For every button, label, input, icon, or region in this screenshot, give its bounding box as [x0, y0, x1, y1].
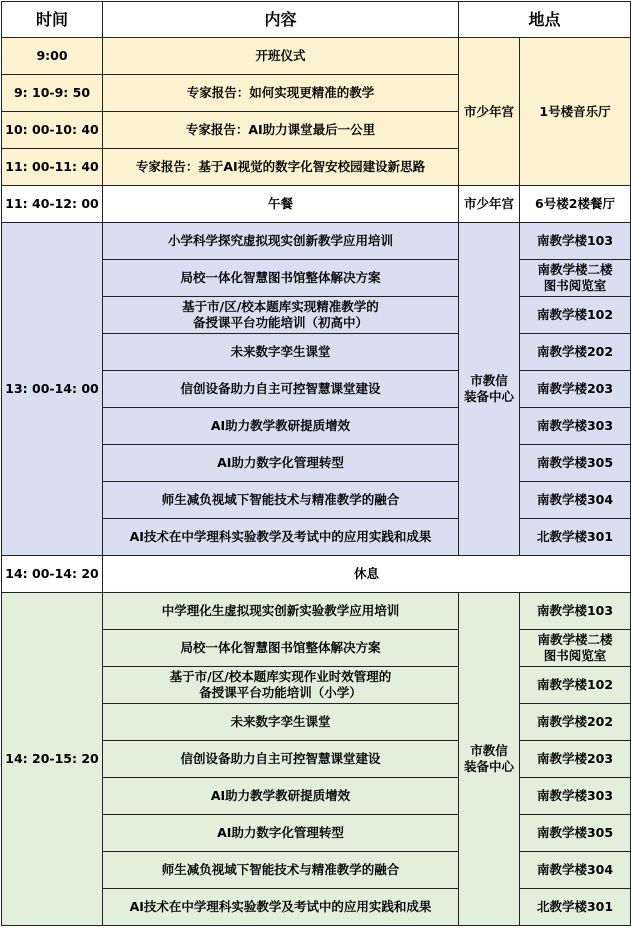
venue-line: 装备中心 — [463, 389, 514, 404]
room-cell: 1号楼音乐厅 — [520, 38, 631, 186]
header-content: 内容 — [103, 2, 459, 38]
header-location: 地点 — [459, 2, 631, 38]
room-cell: 南教学楼304 — [520, 482, 631, 519]
time-cell: 11: 00-11: 40 — [2, 149, 103, 186]
content-cell: AI技术在中学理科实验教学及考试中的应用实践和成果 — [103, 519, 459, 556]
content-cell: 休息 — [103, 556, 631, 593]
room-line: 图书阅览室 — [543, 648, 607, 663]
time-cell: 9:00 — [2, 38, 103, 75]
room-cell: 南教学楼203 — [520, 741, 631, 778]
room-cell: 南教学楼304 — [520, 852, 631, 889]
content-cell: 局校一体化智慧图书馆整体解决方案 — [103, 630, 459, 667]
table-row — [2, 223, 631, 260]
header-time: 时间 — [2, 2, 103, 38]
content-cell: AI助力教学教研提质增效 — [103, 408, 459, 445]
content-cell: 小学科学探究虚拟现实创新教学应用培训 — [103, 223, 459, 260]
header-row — [2, 2, 631, 38]
room-cell: 南教学楼103 — [520, 593, 631, 630]
room-line: 图书阅览室 — [543, 278, 607, 293]
content-cell: 信创设备助力自主可控智慧课堂建设 — [103, 371, 459, 408]
room-cell: 6号楼2楼餐厅 — [520, 186, 631, 223]
content-cell: 专家报告：AI助力课堂最后一公里 — [103, 112, 459, 149]
schedule-table — [1, 1, 631, 926]
content-cell: AI技术在中学理科实验教学及考试中的应用实践和成果 — [103, 889, 459, 926]
room-cell — [520, 260, 631, 297]
content-cell: 专家报告：如何实现更精准的教学 — [103, 75, 459, 112]
time-cell: 9: 10-9: 50 — [2, 75, 103, 112]
content-cell: 未来数字孪生课堂 — [103, 334, 459, 371]
content-cell: 信创设备助力自主可控智慧课堂建设 — [103, 741, 459, 778]
room-cell: 南教学楼303 — [520, 778, 631, 815]
time-cell: 14: 00-14: 20 — [2, 556, 103, 593]
room-cell: 南教学楼102 — [520, 297, 631, 334]
time-cell: 10: 00-10: 40 — [2, 112, 103, 149]
room-cell: 南教学楼203 — [520, 371, 631, 408]
room-cell — [520, 630, 631, 667]
time-cell: 13: 00-14: 00 — [2, 223, 103, 556]
content-line: 基于市/区/校本题库实现精准教学的 — [182, 299, 379, 314]
content-cell — [103, 297, 459, 334]
content-cell — [103, 667, 459, 704]
content-cell: 午餐 — [103, 186, 459, 223]
room-cell: 南教学楼102 — [520, 667, 631, 704]
content-cell: 中学理化生虚拟现实创新实验教学应用培训 — [103, 593, 459, 630]
room-cell: 南教学楼103 — [520, 223, 631, 260]
time-cell: 14: 20-15: 20 — [2, 593, 103, 926]
content-line: 基于市/区/校本题库实现作业时效管理的 — [169, 669, 392, 684]
table-row — [2, 593, 631, 630]
room-line: 南教学楼二楼 — [537, 632, 613, 647]
room-cell: 南教学楼202 — [520, 704, 631, 741]
room-cell: 北教学楼301 — [520, 519, 631, 556]
room-cell: 南教学楼202 — [520, 334, 631, 371]
content-cell: AI助力教学教研提质增效 — [103, 778, 459, 815]
room-cell: 北教学楼301 — [520, 889, 631, 926]
content-cell: 局校一体化智慧图书馆整体解决方案 — [103, 260, 459, 297]
content-cell: 专家报告：基于AI视觉的数字化智安校园建设新思路 — [103, 149, 459, 186]
venue-line: 市教信 — [470, 373, 508, 388]
content-cell: AI助力数字化管理转型 — [103, 445, 459, 482]
content-cell: 开班仪式 — [103, 38, 459, 75]
table-row — [2, 38, 631, 75]
room-cell: 南教学楼305 — [520, 445, 631, 482]
venue-cell — [459, 593, 520, 926]
content-cell: 师生减负视域下智能技术与精准教学的融合 — [103, 852, 459, 889]
lunch-row — [2, 186, 631, 223]
content-cell: 未来数字孪生课堂 — [103, 704, 459, 741]
room-cell: 南教学楼303 — [520, 408, 631, 445]
time-cell: 11: 40-12: 00 — [2, 186, 103, 223]
venue-cell: 市少年宫 — [459, 38, 520, 186]
venue-cell: 市少年宫 — [459, 186, 520, 223]
content-cell: 师生减负视域下智能技术与精准教学的融合 — [103, 482, 459, 519]
content-cell: AI助力数字化管理转型 — [103, 815, 459, 852]
break-row — [2, 556, 631, 593]
content-line: 备授课平台功能培训（初高中） — [192, 315, 368, 330]
room-line: 南教学楼二楼 — [537, 262, 613, 277]
content-line: 备授课平台功能培训（小学） — [199, 685, 362, 700]
venue-cell — [459, 223, 520, 556]
room-cell: 南教学楼305 — [520, 815, 631, 852]
venue-line: 市教信 — [470, 743, 508, 758]
venue-line: 装备中心 — [463, 759, 514, 774]
